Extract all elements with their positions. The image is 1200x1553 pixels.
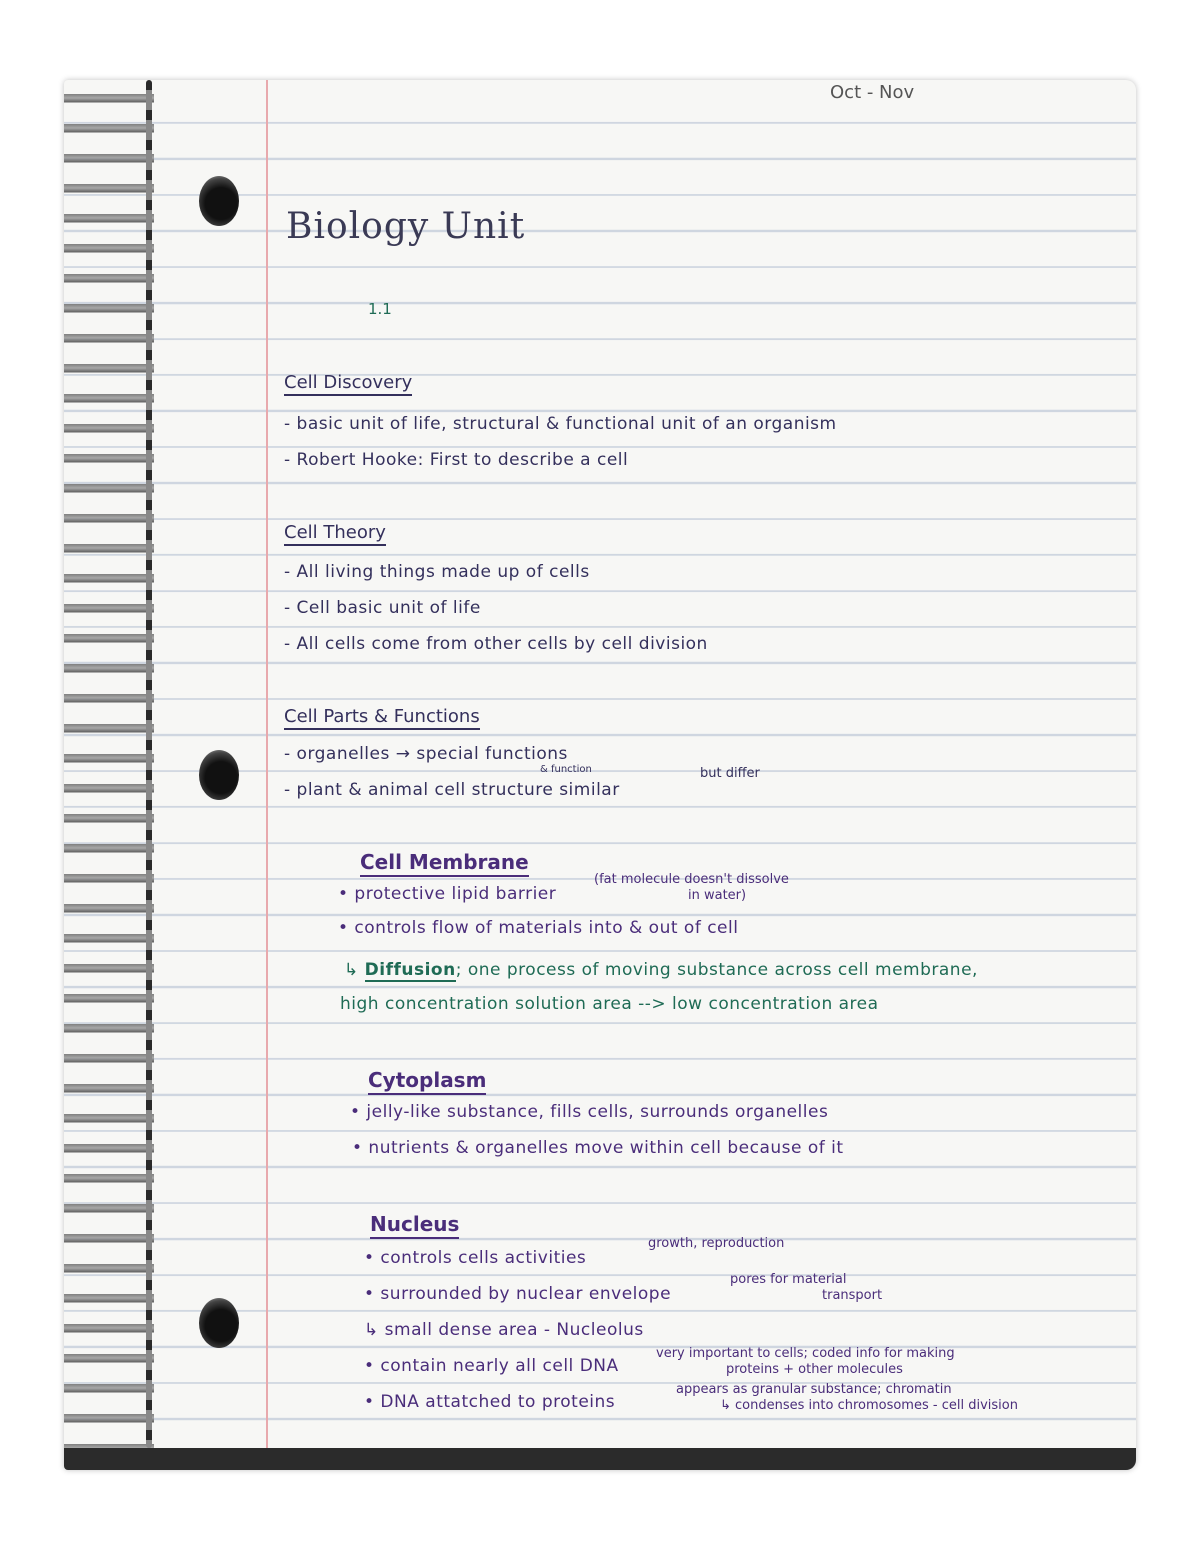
margin-line	[266, 80, 268, 1448]
diffusion-line-2: high concentration solution area --> low concentration area	[340, 994, 879, 1014]
cytoplasm-item-2: • nutrients & organelles move within cell because of it	[352, 1138, 844, 1158]
cell-membrane-item-2: • controls flow of materials into & out of cell	[338, 918, 739, 938]
cell-membrane-item-1-note-1: (fat molecule doesn't dissolve	[594, 872, 789, 887]
spiral-coil-edge	[146, 80, 152, 1448]
nucleus-heading: Nucleus	[370, 1212, 459, 1239]
cell-discovery-item-2: - Robert Hooke: First to describe a cell	[284, 450, 629, 470]
spiral-binding	[64, 80, 154, 1448]
punch-hole-top	[199, 176, 239, 226]
nucleus-item-4: • contain nearly all cell DNA	[364, 1356, 619, 1376]
date-range: Oct - Nov	[830, 82, 915, 103]
cell-membrane-heading: Cell Membrane	[360, 850, 529, 877]
nucleus-item-1: • controls cells activities	[364, 1248, 587, 1268]
nucleus-item-3: ↳ small dense area - Nucleolus	[364, 1320, 644, 1340]
cell-parts-item-2-note: but differ	[700, 766, 760, 781]
cell-membrane-item-1: • protective lipid barrier	[338, 884, 557, 904]
notebook-page	[64, 80, 1136, 1470]
nucleus-item-2-note-2: transport	[822, 1288, 883, 1303]
cytoplasm-heading: Cytoplasm	[368, 1068, 486, 1095]
diffusion-term: Diffusion	[364, 960, 456, 980]
diffusion-definition: ; one process of moving substance across cell membrane,	[455, 960, 978, 980]
nucleus-item-1-note: growth, reproduction	[648, 1236, 785, 1251]
diffusion-line	[344, 960, 978, 980]
cell-discovery-heading: Cell Discovery	[284, 372, 412, 396]
nucleus-item-4-note-2: proteins + other molecules	[726, 1362, 903, 1377]
nucleus-item-2-note-1: pores for material	[730, 1272, 847, 1287]
nucleus-item-2: • surrounded by nuclear envelope	[364, 1284, 672, 1304]
cell-theory-item-2: - Cell basic unit of life	[284, 598, 481, 618]
cell-theory-item-3: - All cells come from other cells by cell division	[284, 634, 708, 654]
cytoplasm-item-1: • jelly-like substance, fills cells, surrounds organelles	[350, 1102, 829, 1122]
diffusion-arrow: ↳	[344, 960, 359, 980]
nucleus-item-5-note-2: ↳ condenses into chromosomes - cell division	[720, 1398, 1018, 1413]
cell-discovery-item-1: - basic unit of life, structural & functional unit of an organism	[284, 414, 837, 434]
unit-number: 1.1	[368, 300, 392, 318]
cell-parts-item-1: - organelles → special functions	[284, 744, 568, 764]
punch-hole-middle	[199, 750, 239, 800]
cell-parts-heading: Cell Parts & Functions	[284, 706, 480, 730]
cell-parts-item-2-insert: & function	[540, 764, 592, 775]
punch-hole-bottom	[199, 1298, 239, 1348]
nucleus-item-5: • DNA attatched to proteins	[364, 1392, 616, 1412]
cell-parts-item-2: - plant & animal cell structure similar	[284, 780, 620, 800]
cell-theory-item-1: - All living things made up of cells	[284, 562, 590, 582]
cell-membrane-item-1-note-2: in water)	[688, 888, 747, 903]
nucleus-item-5-note-1: appears as granular substance; chromatin	[676, 1382, 952, 1397]
page-title: Biology Unit	[286, 206, 526, 247]
nucleus-item-4-note-1: very important to cells; coded info for making	[656, 1346, 955, 1361]
cell-theory-heading: Cell Theory	[284, 522, 386, 546]
